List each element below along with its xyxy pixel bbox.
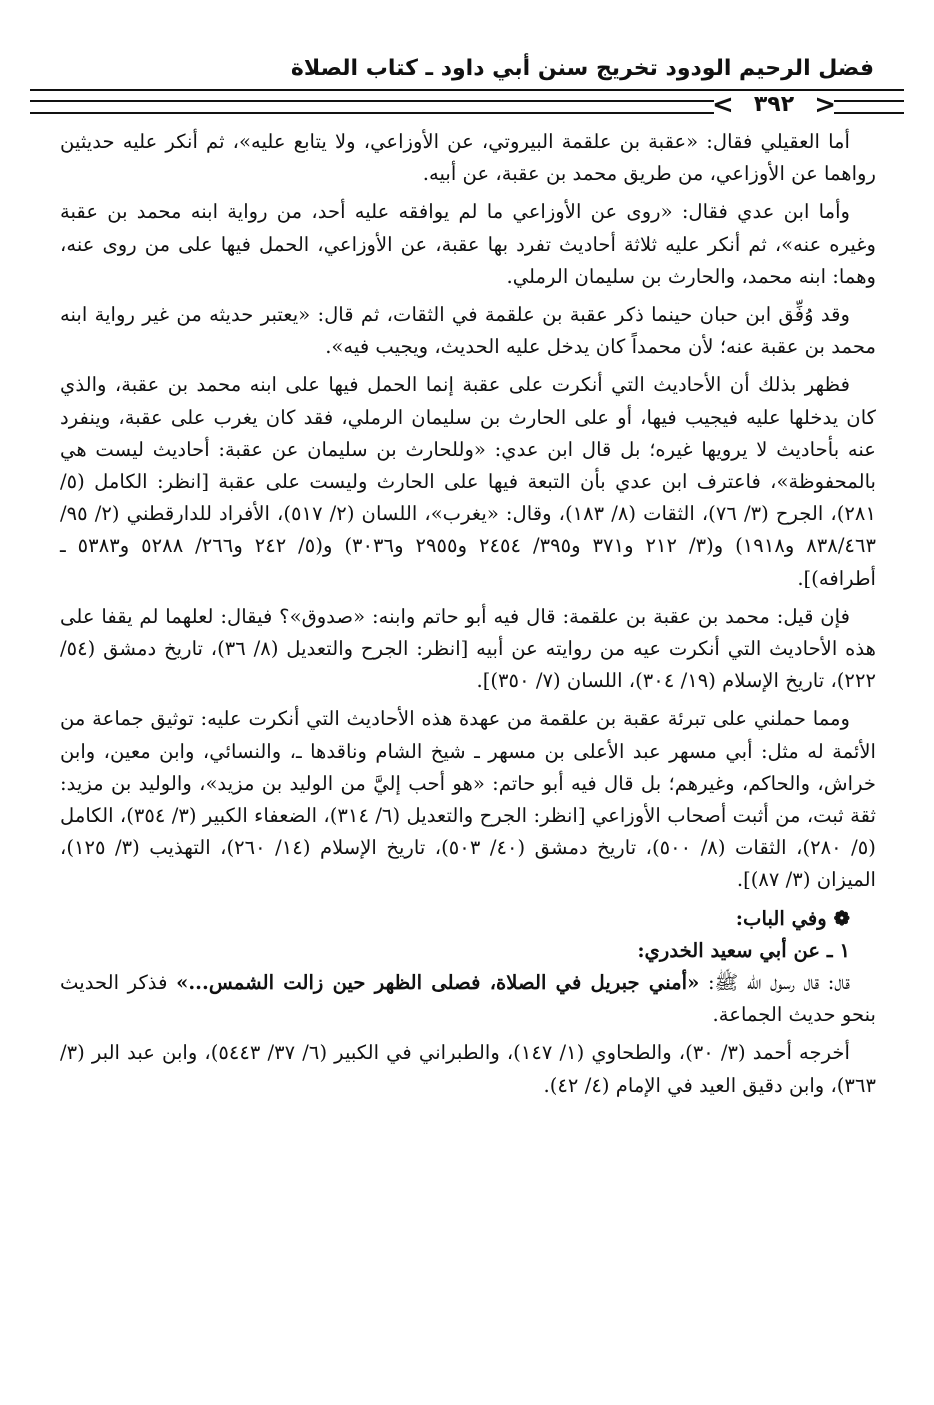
ornament-rule-left: [30, 100, 714, 114]
hadith-intro: قال: قال رسول الله ﷺ:: [699, 971, 850, 995]
section-subheading: ١ ـ عن أبي سعيد الخدري:: [637, 938, 850, 962]
hadith-text: «أمني جبريل في الصلاة، فصلى الظهر حين زالت الشمس...»: [176, 971, 700, 995]
page-number-row: [30, 94, 904, 124]
paragraph-conclusion: فظهر بذلك أن الأحاديث التي أنكرت على عقبة إنما الحمل فيها على ابنه محمد بن عقبة، والذي كان يدخلها عليه فيجيب فيها، أو على الحارث بن سليمان الرملي، فقد كان يغرب على عقبة، وينفرد عنه بأحاديث لا يرويها غيره؛ بل قال ابن عدي: «وللحارث بن سليمان عن عقبة: أحاديث ليست هي بالمحفوظة»، فاعترف ابن عدي بأن التبعة فيها على الحارث وليست على عقبة [انظر: الكامل (٥/ ٢٨١)، الجرح (٣/ ٧٦)، الثقات (٨/ ١٨٣)، وقال: «يغرب»، اللسان (٢/ ٥١٧)، الأفراد للدارقطني (٢/ ٩٥/ ٨٣٨/٤٦٣ و١٩١٨) و(٣/ ٢١٢ و٣٧١ و٣٩٥/ ٢٤٥٤ و٢٩٥٥ و٣٠٣٦) و(٥/ ٢٤٢ و٢٦٦/ ٥٢٨٨ و٥٣٨٣ ـ أطرافه)].: [60, 373, 876, 590]
main-text: [60, 126, 876, 1108]
ornament-rule-right: [834, 100, 904, 114]
section-heading: ❁ وفي الباب:: [735, 906, 850, 930]
hadith-paragraph: [60, 967, 876, 1031]
page-number: < ٣٩٢ >: [718, 90, 830, 120]
paragraph-aqili: أما العقيلي فقال: «عقبة بن علقمة البيروتي، عن الأوزاعي، ولا يتابع عليه»، ثم أنكر عليه حديثين رواهما عن الأوزاعي، من طريق محمد بن عقبة، عن أبيه.: [60, 130, 876, 186]
paragraph-ibn-hibban: وقد وُفِّق ابن حبان حينما ذكر عقبة بن علقمة في الثقات، ثم قال: «يعتبر حديثه من غير رواية ابنه محمد بن عقبة عنه؛ لأن محمداً كان يدخل عليه الحديث، ويجيب فيه».: [60, 303, 876, 359]
running-title: فضل الرحيم الودود تخريج سنن أبي داود ـ كتاب الصلاة: [290, 56, 874, 81]
paragraph-tawthiq: ومما حملني على تبرئة عقبة بن علقمة من عهدة هذه الأحاديث التي أنكرت عليه: توثيق جماعة من الأئمة له مثل: أبي مسهر عبد الأعلى بن مسهر ـ شيخ الشام وناقدها ـ، والنسائي، وابن معين، وابن خراش، والحاكم، وغيرهم؛ بل قال فيه أبو حاتم: «هو أحب إليَّ من الوليد بن مزيد»، والوليد بن مزيد: ثقة ثبت، من أثبت أصحاب الأوزاعي [انظر: الجرح والتعديل (٦/ ٣١٤)، الضعفاء الكبير (٣/ ٣٥٤)، الكامل (٥/ ٢٨٠)، الثقات (٨/ ٥٠٠)، تاريخ دمشق (٤٠/ ٥٠٣)، تاريخ الإسلام (١٤/ ٢٦٠)، التهذيب (٣/ ١٢٥)، الميزان (٣/ ٨٧)].: [60, 707, 876, 892]
paragraph-objection: فإن قيل: محمد بن عقبة بن علقمة: قال فيه أبو حاتم وابنه: «صدوق»؟ فيقال: لعلهما لم يقفا على هذه الأحاديث التي أنكرت عيه من روايته عن أبيه [انظر: الجرح والتعديل (٨/ ٣٦)، تاريخ دمشق (٥٤/ ٢٢٢)، تاريخ الإسلام (١٩/ ٣٠٤)، اللسان (٧/ ٣٥٠)].: [60, 604, 876, 693]
hadith-after: فذكر الحديث بنحو حديث الجماعة.: [60, 971, 876, 1027]
takhrij-paragraph: أخرجه أحمد (٣/ ٣٠)، والطحاوي (١/ ١٤٧)، والطبراني في الكبير (٦/ ٣٧/ ٥٤٤٣)، وابن عبد البر (٣/ ٣٦٣)، وابن دقيق العيد في الإمام (٤/ ٤٢).: [60, 1041, 876, 1097]
paragraph-ibn-adi: وأما ابن عدي فقال: «روى عن الأوزاعي ما لم يوافقه عليه أحد، من رواية ابنه محمد بن عقبة وغيره عنه»، ثم أنكر عليه ثلاثة أحاديث تفرد بها عقبة، عن الأوزاعي، الحمل فيها على من روى عنه، وهما: ابنه محمد، والحارث بن سليمان الرملي.: [60, 200, 876, 288]
